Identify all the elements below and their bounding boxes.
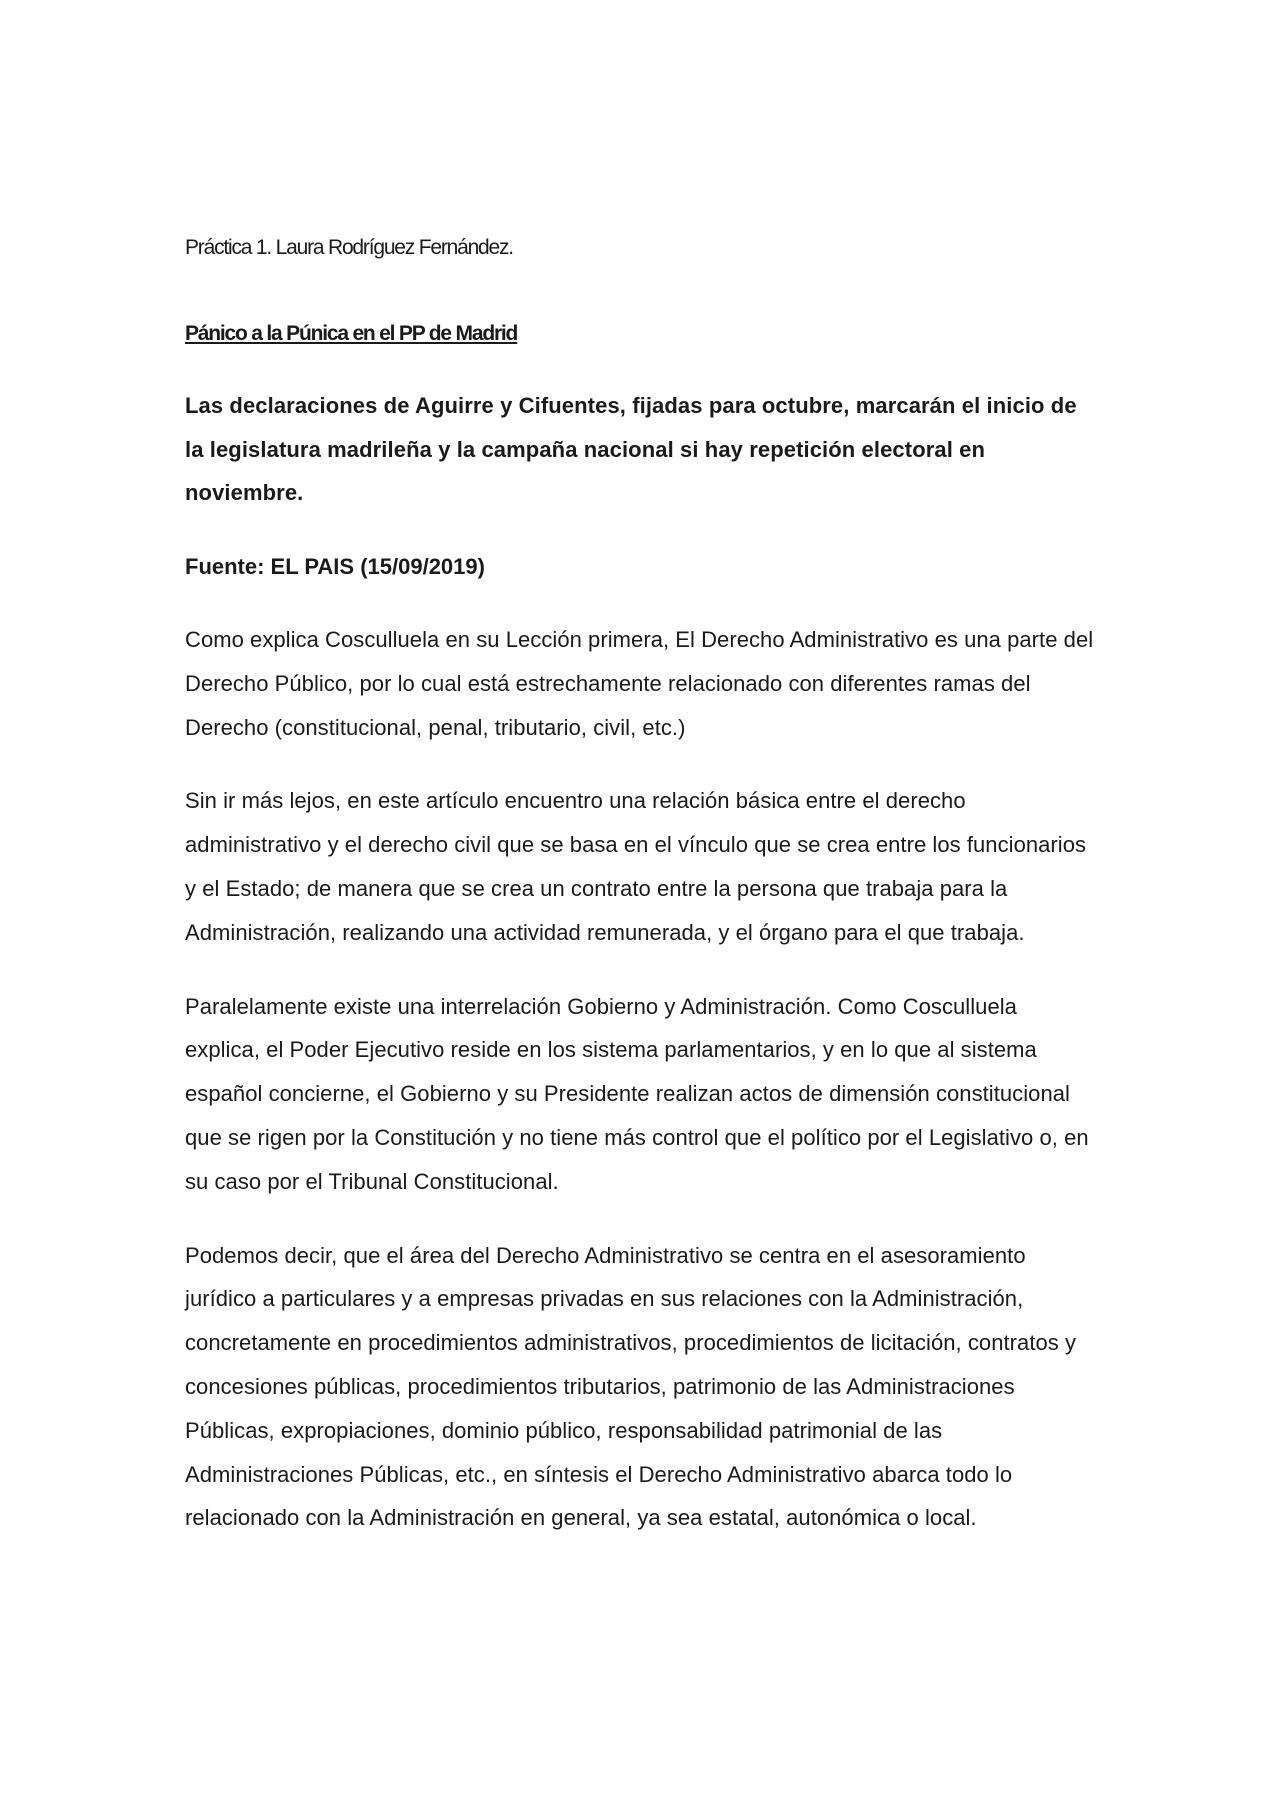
article-subtitle: Las declaraciones de Aguirre y Cifuentes, fijadas para octubre, marcarán el inicio de la legislatura madrileña y la campaña nacional si hay repetición electoral en noviembre. [185,393,1077,505]
document-page [185,228,1095,1570]
paragraph-1: Como explica Cosculluela en su Lección primera, El Derecho Administrativo es una parte del Derecho Público, por lo cual está estrechamente relacionado con diferentes ramas del Derecho (constitucional, penal, tributario, civil, etc.) [185,627,1094,740]
document-header: Práctica 1. Laura Rodríguez Fernández. [185,236,513,259]
article-title: Pánico a la Púnica en el PP de Madrid [185,322,518,345]
paragraph-3: Paralelamente existe una interrelación Gobierno y Administración. Como Cosculluela explica, el Poder Ejecutivo reside en los sistema parlamentarios, y en lo que al sistema español concierne, el Gobierno y su Presidente realizan actos de dimensión constitucional que se rigen por la Constitución y no tiene más control que el político por el Legislativo o, en su caso por el Tribunal Constitucional. [185,993,1089,1194]
paragraph-4: Podemos decir, que el área del Derecho Administrativo se centra en el asesoramiento jurídico a particulares y a empresas privadas en sus relaciones con la Administración, concretamente en procedimientos administrativos, procedimientos de licitación, contratos y concesiones públicas, procedimientos tributarios, patrimonio de las Administraciones Públicas, expropiaciones, dominio público, responsabilidad patrimonial de las Administraciones Públicas, etc., en síntesis el Derecho Administrativo abarca todo lo relacionado con la Administración en general, ya sea estatal, autonómica o local. [185,1242,1077,1531]
source-citation: Fuente: EL PAIS (15/09/2019) [185,553,485,579]
paragraph-2: Sin ir más lejos, en este artículo encuentro una relación básica entre el derecho administrativo y el derecho civil que se basa en el vínculo que se crea entre los funcionarios y el Estado; de manera que se crea un contrato entre la persona que trabaja para la Administración, realizando una actividad remunerada, y el órgano para el que trabaja. [185,788,1087,945]
